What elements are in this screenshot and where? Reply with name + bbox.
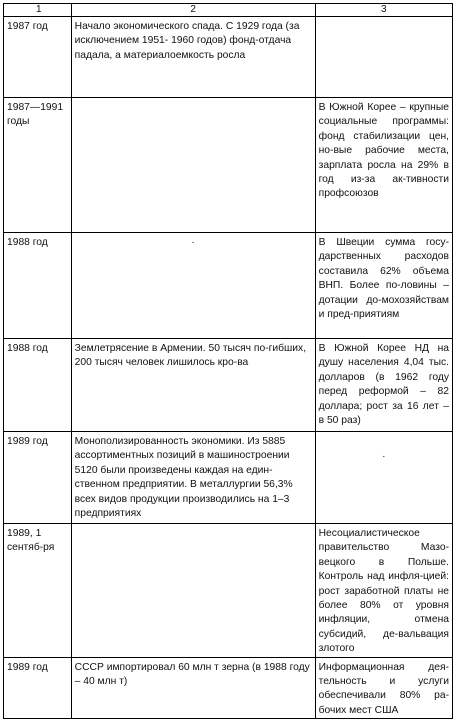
year-text: 1988 год	[7, 237, 48, 248]
event-text: СССР импортировал 60 млн т зерна (в 1988 году – 40 млн т)	[74, 661, 310, 688]
year-text: 1989 год	[7, 436, 48, 447]
event-cell	[71, 657, 315, 719]
world-cell	[315, 524, 452, 658]
world-text: В Южной Корее – крупные социальные программы: фонд стабилизации цен, но-вые рабочие места, зарплата росла на 29% в год из-за ак-тивности профсоюзов	[318, 102, 449, 200]
stray-mark: ·	[191, 237, 195, 248]
chronology-table	[3, 3, 453, 719]
table-row	[4, 339, 453, 432]
year-cell	[4, 233, 72, 339]
event-cell	[71, 17, 315, 98]
world-cell	[315, 17, 452, 98]
world-cell	[315, 432, 452, 524]
event-cell	[71, 233, 315, 339]
table-row	[4, 657, 453, 719]
year-text: 1989, 1 сентяб-ря	[7, 528, 55, 554]
year-text: 1987—1991 годы	[7, 102, 64, 128]
column-header-3: 3	[315, 4, 452, 17]
world-cell	[315, 339, 452, 432]
world-text: В Южной Корее НД на душу населения 4,04 тыс. долларов (в 1962 году перед реформой – 82 доллара; рост за 16 лет – в 50 раз)	[318, 343, 449, 427]
year-text: 1987 год	[7, 21, 48, 32]
year-cell	[4, 657, 72, 719]
year-text: 1988 год	[7, 343, 48, 354]
event-cell	[71, 339, 315, 432]
world-text: В Швеции сумма госу-дарственных расходов составила 62% объема ВНП. Более по-ловины – дотации до-мохозяйствам и пред-приятиям	[318, 237, 449, 321]
year-cell	[4, 339, 72, 432]
column-header-2: 2	[71, 4, 315, 17]
table-row	[4, 98, 453, 233]
world-cell	[315, 657, 452, 719]
year-cell	[4, 432, 72, 524]
column-header-1: 1	[4, 4, 72, 17]
year-cell	[4, 98, 72, 233]
header-row	[4, 4, 453, 17]
year-cell	[4, 17, 72, 98]
event-text: Начало экономического спада. С 1929 года (за исключением 1951- 1960 годов) фонд-отдача падала, а материалоемкость росла	[74, 21, 300, 61]
world-text: Информационная дея-тельность и услуги обеспечивали 80% ра-бочих мест США	[318, 661, 449, 716]
event-text: Монополизированность экономики. Из 5885 ассортиментных позиций в машиностроении 5120 были произведены каждая на един-ственном предприятии. В металлургии 56,3% всех видов продукции производились на 1–3 предприятиях	[74, 436, 293, 520]
event-cell	[71, 432, 315, 524]
table-row	[4, 17, 453, 98]
event-text: Землетрясение в Армении. 50 тысяч по-гибших, 200 тысяч человек лишилось кро-ва	[74, 343, 307, 369]
table-row	[4, 524, 453, 658]
year-text: 1989 год	[7, 661, 48, 673]
event-cell	[71, 524, 315, 658]
table-row	[4, 233, 453, 339]
event-cell	[71, 98, 315, 233]
table-row	[4, 432, 453, 524]
world-cell	[315, 233, 452, 339]
world-text: Несоциалистическое правительство Мазо-вецкого в Польше. Контроль над инфля-цией: рост заработной платы не более 80% от уровня инфляции, отмена субсидий, де-вальвация злотого	[318, 528, 449, 655]
year-cell	[4, 524, 72, 658]
world-cell	[315, 98, 452, 233]
stray-mark: ·	[382, 451, 386, 462]
